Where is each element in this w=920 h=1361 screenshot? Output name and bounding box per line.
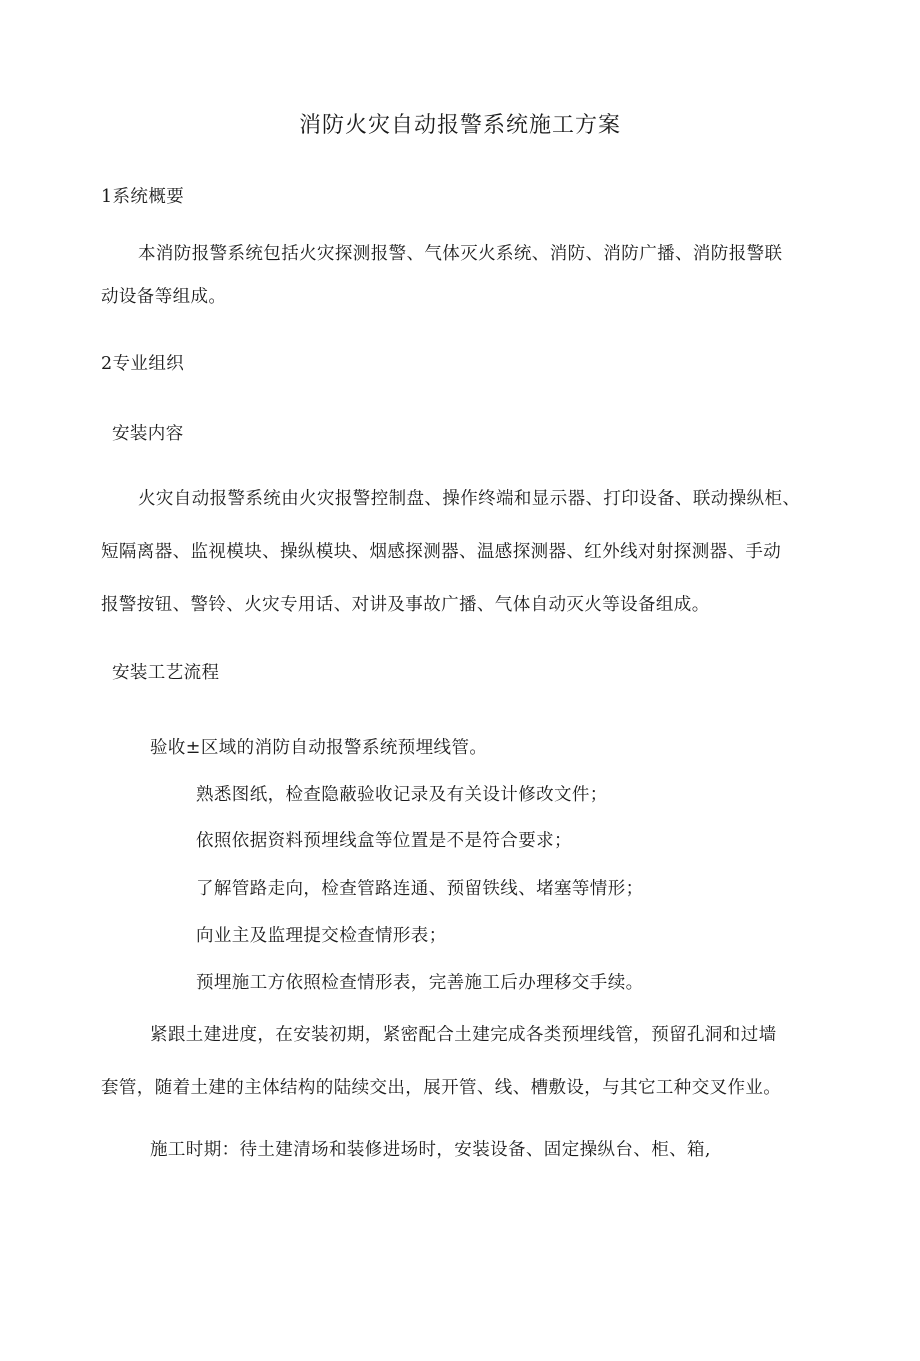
section-1-paragraph-line-2: 动设备等组成。	[101, 287, 227, 307]
install-content-heading: 安装内容	[112, 424, 184, 444]
install-process-paragraph-line-1: 紧跟土建进度，在安装初期，紧密配合土建完成各类预埋线管，预留孔洞和过墙	[150, 1025, 777, 1045]
section-1-heading: 1系统概要	[101, 187, 185, 207]
install-step: 预埋施工方依照检查情形表，完善施工后办理移交手续。	[196, 973, 644, 993]
install-process-intro: 验收±区域的消防自动报警系统预埋线管。	[150, 738, 488, 758]
install-step: 熟悉图纸，检查隐蔽验收记录及有关设计修改文件；	[196, 785, 608, 805]
install-process-heading: 安装工艺流程	[112, 663, 220, 683]
install-step: 了解管路走向，检查管路连通、预留铁线、堵塞等情形；	[196, 879, 644, 899]
install-process-paragraph-line-2: 套管，随着土建的主体结构的陆续交出，展开管、线、槽敷设，与其它工种交叉作业。	[101, 1078, 782, 1098]
install-content-line-3: 报警按钮、警铃、火灾专用话、对讲及事故广播、气体自动灭火等设备组成。	[101, 595, 710, 615]
section-2-heading: 2专业组织	[101, 354, 185, 374]
construction-period-line: 施工时期：待土建清场和装修进场时，安装设备、固定操纵台、柜、箱,	[150, 1140, 711, 1160]
install-content-line-2: 短隔离器、监视模块、操纵模块、烟感探测器、温感探测器、红外线对射探测器、手动	[101, 542, 782, 562]
install-content-line-1: 火灾自动报警系统由火灾报警控制盘、操作终端和显示器、打印设备、联动操纵柜、	[138, 489, 801, 509]
section-1-paragraph-line-1: 本消防报警系统包括火灾探测报警、气体灭火系统、消防、消防广播、消防报警联	[138, 244, 783, 264]
document-title: 消防火灾自动报警系统施工方案	[298, 113, 621, 138]
install-step: 向业主及监理提交检查情形表；	[196, 926, 447, 946]
install-step: 依照依据资料预埋线盒等位置是不是符合要求；	[196, 831, 572, 851]
